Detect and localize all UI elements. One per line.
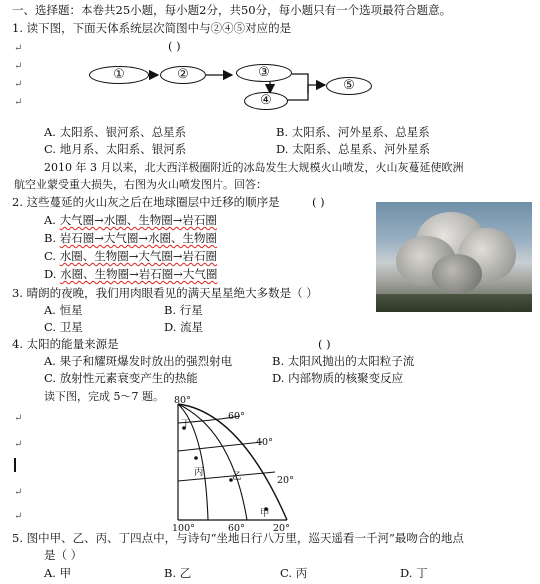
passage-line-2: 航空业蒙受重大损失，右图为火山喷发图片。回答： (14, 178, 267, 191)
q4-stem: 4. 太阳的能量来源是 (12, 337, 119, 351)
q5-option-d[interactable]: D. 丁 (400, 566, 428, 580)
paragraph-mark: ↵ (14, 79, 23, 90)
q1-option-d[interactable]: D. 太阳系、总星系、河外星系 (276, 142, 431, 156)
paragraph-mark: ↵ (14, 43, 23, 54)
q3-option-c[interactable]: C. 卫星 (44, 320, 83, 334)
option-letter: A. (44, 213, 56, 227)
passage-line-1: 2010 年 3 月以来，北大西洋极圈附近的冰岛发生大规模火山喷发，火山灰蔓延使欧洲 (44, 161, 464, 174)
q5-stem-line-1: 5. 图中甲、乙、丙、丁四点中，与诗句“坐地日行八万里，巡天遥看一千河”最吻合的地点 (12, 531, 464, 545)
q5-option-c[interactable]: C. 丙 (280, 566, 308, 580)
map-point-bing: 丙 (194, 467, 204, 478)
section-title: 一、选择题：本卷共25小题，每小题2分，共50分，每小题只有一个选项最符合题意。 (12, 3, 452, 17)
q5-stem-line-2: 是（ ） (44, 548, 83, 562)
q3-stem: 3. 晴朗的夜晚，我们用肉眼看见的满天星星绝大多数是（ ） (12, 286, 318, 300)
q1-option-c[interactable]: C. 地月系、太阳系、银河系 (44, 142, 187, 156)
q1-option-a[interactable]: A. 太阳系、银河系、总星系 (44, 125, 187, 139)
q2-answer-paren: ( ) (312, 195, 325, 209)
q1-option-b[interactable]: B. 太阳系、河外星系、总星系 (276, 125, 430, 139)
paragraph-mark: ↵ (14, 487, 23, 498)
q4-option-d[interactable]: D. 内部物质的核聚变反应 (272, 371, 404, 385)
paragraph-mark: ↵ (14, 97, 23, 108)
map-label-lon-20: 20° (273, 523, 290, 534)
map-point-jia: 甲 (260, 508, 270, 519)
map-label-lon-60: 60° (228, 523, 245, 534)
map-point-yi: 乙 (232, 471, 242, 482)
diagram-node-4: ④ (244, 92, 288, 110)
map-point-ding: 丁 (181, 419, 191, 430)
option-text: 水圈、生物圈→岩石圈→大气圈 (60, 267, 218, 281)
option-text: 水圈、生物圈→大气圈→岩石圈 (59, 249, 217, 263)
map-label-lat-40: 40° (256, 437, 273, 448)
q1-stem: 1. 读下图，下面天体系统层次简图中与②④⑤对应的是 (12, 21, 292, 35)
q4-answer-paren: ( ) (318, 337, 331, 351)
q3-option-a[interactable]: A. 恒星 (44, 303, 83, 317)
q5-option-b[interactable]: B. 乙 (164, 566, 192, 580)
paragraph-mark: ↵ (14, 61, 23, 72)
option-text: 大气圈→水圈、生物圈→岩石圈 (59, 213, 217, 227)
q4-option-c[interactable]: C. 放射性元素衰变产生的热能 (44, 371, 198, 385)
q4-option-a[interactable]: A. 果子和耀斑爆发时放出的强烈射电 (44, 354, 233, 368)
q1-answer-paren: ( ) (168, 39, 181, 53)
q4-option-b[interactable]: B. 太阳风抛出的太阳粒子流 (272, 354, 415, 368)
paragraph-mark: ↵ (14, 413, 23, 424)
map-label-lon-100: 100° (172, 523, 195, 534)
option-text: 岩石圈→大气圈→水圈、生物圈 (59, 231, 218, 245)
map-label-lat-60: 60° (228, 411, 245, 422)
paragraph-mark: ↵ (14, 511, 23, 522)
q3-option-b[interactable]: B. 行星 (164, 303, 203, 317)
option-letter: C. (44, 249, 57, 263)
diagram-node-3: ③ (236, 64, 292, 82)
diagram-node-1: ① (89, 66, 149, 84)
paragraph-mark: ↵ (14, 439, 23, 450)
diagram-node-2: ② (160, 66, 206, 84)
map-label-lat-80: 80° (174, 395, 191, 406)
q2-stem: 2. 这些蔓延的火山灰之后在地球圈层中迁移的顺序是 (12, 195, 280, 209)
diagram-node-5: ⑤ (326, 77, 372, 95)
option-letter: B. (44, 231, 57, 245)
map-label-lat-20: 20° (277, 475, 294, 486)
q5-option-a[interactable]: A. 甲 (44, 566, 72, 580)
map-intro: 读下图，完成 5～7 题。 (44, 390, 164, 403)
q3-option-d[interactable]: D. 流星 (164, 320, 204, 334)
option-letter: D. (44, 267, 57, 281)
